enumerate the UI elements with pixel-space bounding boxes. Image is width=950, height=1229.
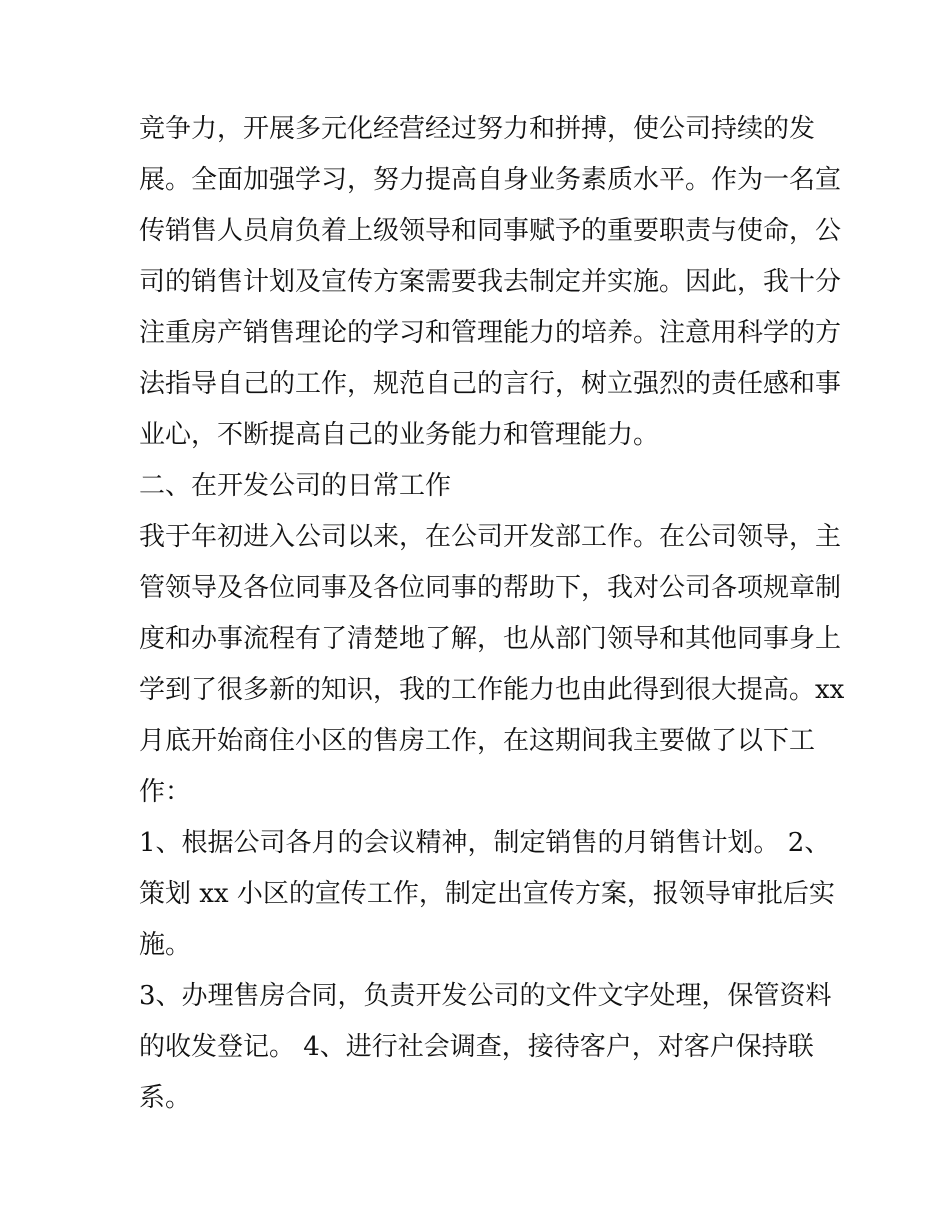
text-line: 月底开始商住小区的售房工作，在这期间我主要做了以下工 bbox=[139, 726, 816, 756]
text-line: 我于年初进入公司以来，在公司开发部工作。在公司领导，主 bbox=[139, 522, 842, 552]
text-line: 作： bbox=[139, 777, 192, 807]
text-line: 传销售人员肩负着上级领导和同事赋予的重要职责与使命，公 bbox=[139, 216, 842, 246]
document-body bbox=[139, 104, 845, 1124]
text-line: 法指导自己的工作，规范自己的言行，树立强烈的责任感和事 bbox=[139, 369, 842, 399]
list-item-line: 策划 xx 小区的宣传工作，制定出宣传方案，报领导审批后实 bbox=[139, 879, 835, 909]
text-line: 注重房产销售理论的学习和管理能力的培养。注意用科学的方 bbox=[139, 318, 842, 348]
text-line: 学到了很多新的知识，我的工作能力也由此得到很大提高。xx bbox=[139, 675, 845, 705]
list-item-line: 1、根据公司各月的会议精神，制定销售的月销售计划。 2、 bbox=[139, 828, 831, 858]
list-item-line: 施。 bbox=[139, 930, 192, 960]
text-line: 展。全面加强学习，努力提高自身业务素质水平。作为一名宣 bbox=[139, 165, 842, 195]
text-line: 业心，不断提高自己的业务能力和管理能力。 bbox=[139, 420, 660, 450]
list-item-line: 的收发登记。 4、进行社会调查，接待客户，对客户保持联 bbox=[139, 1032, 814, 1062]
list-item-line: 系。 bbox=[139, 1083, 192, 1113]
text-line: 管领导及各位同事及各位同事的帮助下，我对公司各项规章制 bbox=[139, 573, 842, 603]
text-line: 度和办事流程有了清楚地了解，也从部门领导和其他同事身上 bbox=[139, 624, 842, 654]
text-line: 司的销售计划及宣传方案需要我去制定并实施。因此，我十分 bbox=[139, 267, 842, 297]
list-item-line: 3、办理售房合同，负责开发公司的文件文字处理，保管资料 bbox=[139, 981, 832, 1011]
text-line: 竞争力，开展多元化经营经过努力和拼搏，使公司持续的发 bbox=[139, 114, 816, 144]
section-heading: 二、在开发公司的日常工作 bbox=[139, 471, 452, 501]
